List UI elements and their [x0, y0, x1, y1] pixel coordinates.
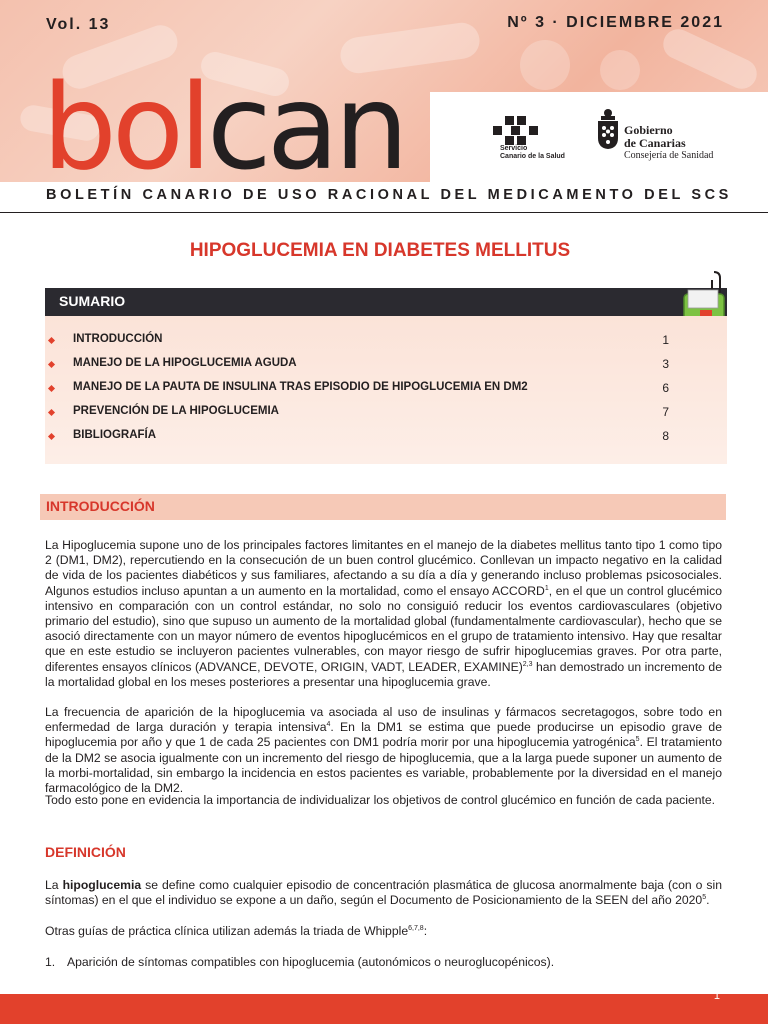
bulletin-subtitle-bar [0, 182, 768, 213]
summary-item-label: INTRODUCCIÓN [73, 333, 163, 345]
government-name-line1: Gobierno [624, 123, 673, 137]
summary-item[interactable] [45, 332, 727, 352]
page-title: HIPOGLUCEMIA EN DIABETES MELLITUS [189, 240, 571, 261]
list-text: Aparición de síntomas compatibles con hipoglucemia (autonómicos o neuroglucopénicos). [67, 955, 555, 969]
pill-decoration [520, 40, 570, 90]
summary-item[interactable] [45, 356, 727, 376]
pill-decoration [600, 50, 640, 90]
bullet-diamond-icon [48, 433, 55, 440]
summary-item-label: PREVENCIÓN DE LA HIPOGLUCEMIA [73, 405, 279, 417]
logo-can: can [206, 58, 404, 182]
list-number: 1. [45, 955, 56, 969]
summary-item-page: 7 [662, 405, 669, 419]
government-department: Consejería de Sanidad [624, 150, 714, 161]
intro-paragraph-2: La frecuencia de aparición de la hipoglucemia va asociada al uso de insulinas y fármacos secretagogos, sobre todo en enfermedad de larga duración y terapia intensiva$^4$. En la DM1 se estima que puede producirse un episodio grave de hipoglucemia por año y que 1 de cada 25 pacientes con DM1 podría morir por una hipoglucemia yatrogénica$^5$. El tratamiento de la DM2 se asocia igualmente con un incremento del riesgo de hipoglucemia, que a la larga puede suponer un aumento de la morbi-mortalidad, sin embargo la incidencia en estos pacientes es variable, probablemente por la diversidad en el manejo farmacológico de la DM2. [45, 705, 722, 796]
whipple-list-item [45, 955, 554, 969]
summary-item-page: 8 [662, 429, 669, 443]
volume-label: Vol. 13 [46, 16, 111, 33]
coat-of-arms-icon [596, 108, 620, 150]
intro-section-header [40, 494, 726, 520]
page-number: 1 [713, 990, 720, 1002]
issue-label: Nº 3 · DICIEMBRE 2021 [507, 14, 724, 31]
summary-item[interactable] [45, 380, 727, 400]
footer-bar [0, 990, 768, 1024]
scs-label-line1: Servicio [500, 145, 528, 152]
definition-paragraph-1: La hipoglucemia se define como cualquier episodio de concentración plasmática de glucosa anormalmente baja (con o sin síntomas) en el que el individuo se expone a un daño, según el Documento de Posicionamiento de la SEEN del año 2020$^5$. [45, 878, 723, 908]
government-name-line2: de Canarias [624, 136, 686, 150]
pill-decoration [658, 24, 761, 93]
scs-label [500, 145, 580, 161]
definition-heading: DEFINICIÓN [45, 844, 126, 860]
intro-paragraph-3: Todo esto pone en evidencia la importancia de individualizar los objetivos de control glucémico en función de cada paciente. [45, 793, 716, 807]
definition-paragraph-2: Otras guías de práctica clínica utilizan además la triada de Whipple$^{6,7,8}$: [45, 924, 428, 938]
intro-paragraph-1: La Hipoglucemia supone uno de los principales factores limitantes en el manejo de la diabetes mellitus tanto tipo 1 como tipo 2 (DM1, DM2), repercutiendo en la consecución de un buen control glucémico. Conllevan un impacto negativo en la calidad de vida de los pacientes diabéticos y sus familiares, afectando a su día a día y generando incluso problemas psicosociales. Algunos estudios incluso apuntan a un aumento en la mortalidad, como el ensayo ACCORD$^1$, en el que un control glucémico intensivo en comparación con un control estándar, no solo no consiguió reducir los eventos cardiovasculares (objetivo primario del estudio), sino que supuso un aumento de la mortalidad global (fundamentalmente cardiovascular), hecho que se asoció directamente con un mayor número de eventos hipoglucémicos en el grupo de tratamiento intensivo. Hay que resaltar que en este estudio se incluyeron pacientes vulnerables, con mayor riesgo de sufrir hipoglucemias graves. Por otra parte, diferentes ensayos clínicos (ADVANCE, DEVOTE, ORIGIN, VADT, LEADER, EXAMINE)$^{2,3}$ han demostrado un incremento de la mortalidad global en los meses posteriores a presentar una hipoglucemia grave. [45, 538, 722, 689]
summary-item-page: 1 [662, 333, 669, 347]
summary-item-label: BIBLIOGRAFÍA [73, 429, 157, 441]
summary-item-page: 6 [662, 381, 669, 395]
summary-heading: SUMARIO [59, 293, 126, 309]
summary-item[interactable] [45, 428, 727, 448]
bolcan-logo [42, 58, 404, 182]
masthead [0, 0, 768, 182]
summary-item-page: 3 [662, 357, 669, 371]
bulletin-subtitle: BOLETÍN CANARIO DE USO RACIONAL DEL MEDICAMENTO DEL SCS [46, 187, 732, 203]
summary-list [45, 316, 727, 464]
summary-header [45, 288, 727, 316]
government-name [624, 124, 686, 150]
logo-bol: bol [42, 58, 207, 182]
scs-label-line2: Canario de la Salud [500, 153, 565, 160]
summary-item[interactable] [45, 404, 727, 424]
summary-item-label: MANEJO DE LA PAUTA DE INSULINA TRAS EPISODIO DE HIPOGLUCEMIA EN DM2 [73, 381, 528, 393]
bullet-diamond-icon [48, 385, 55, 392]
bullet-diamond-icon [48, 337, 55, 344]
bullet-diamond-icon [48, 409, 55, 416]
summary-item-label: MANEJO DE LA HIPOGLUCEMIA AGUDA [73, 357, 297, 369]
bullet-diamond-icon [48, 361, 55, 368]
intro-heading: INTRODUCCIÓN [46, 498, 155, 514]
